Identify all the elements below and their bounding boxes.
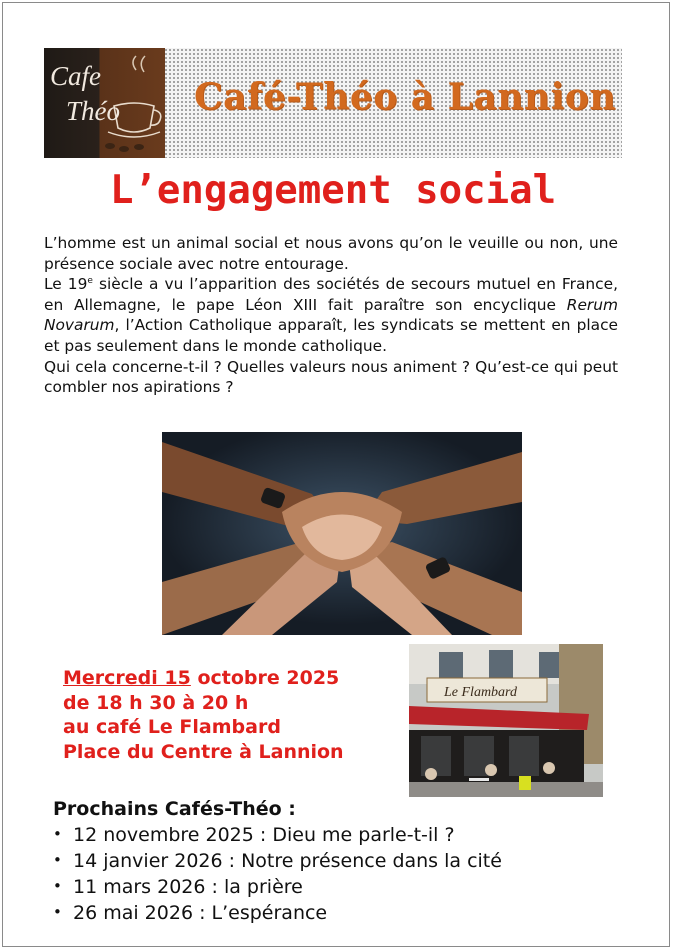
- list-item: • 11 mars 2026 : la prière: [53, 876, 303, 898]
- header-title: Café-Théo à Lannion: [194, 76, 616, 118]
- event-venue: au café Le Flambard: [63, 716, 281, 738]
- cafe-theo-logo: [44, 48, 165, 158]
- bullet-icon: •: [53, 877, 62, 895]
- bullet-icon: •: [53, 825, 62, 843]
- header-banner: [44, 48, 622, 158]
- event-details: [63, 666, 393, 764]
- coffee-cup-icon: [44, 48, 165, 158]
- intro-paragraph-2: Le 19e siècle a vu l’apparition des sociétés de secours mutuel en France, en Allemagne, le pape Léon XIII fait paraître son encyclique Rerum Novarum, l’Action Catholique apparaît, les syndicats se mettent en place et pas seulement dans le monde catholique.: [44, 275, 619, 355]
- svg-text:Théo: Théo: [66, 96, 120, 126]
- list-item: • 12 novembre 2025 : Dieu me parle-t-il ?: [53, 824, 455, 846]
- intro-paragraph-1: L’homme est un animal social et nous avons qu’on le veuille ou non, une présence sociale avec notre entourage.: [44, 234, 618, 273]
- svg-text:Cafe: Cafe: [50, 61, 101, 91]
- cafe-le-flambard-photo: [409, 644, 603, 797]
- page-title: L’engagement social: [109, 168, 557, 213]
- upcoming-heading: Prochains Cafés-Théo :: [53, 798, 296, 820]
- upcoming-list: [53, 822, 502, 926]
- bullet-icon: •: [53, 903, 62, 921]
- event-date: Mercredi 15 octobre 2025: [63, 667, 340, 689]
- cafe-sign-text: Le Flambard: [444, 685, 517, 700]
- list-item: • 14 janvier 2026 : Notre présence dans la cité: [53, 850, 502, 872]
- stacked-hands-photo: [162, 432, 522, 635]
- intro-text: [44, 233, 618, 398]
- event-time: de 18 h 30 à 20 h: [63, 691, 249, 714]
- event-place: Place du Centre à Lannion: [63, 740, 344, 763]
- intro-paragraph-3: Qui cela concerne-t-il ? Quelles valeurs nous animent ? Qu’est-ce qui peut combler nos apirations ?: [44, 357, 618, 397]
- list-item: • 26 mai 2026 : L’espérance: [53, 902, 328, 924]
- bullet-icon: •: [53, 851, 62, 869]
